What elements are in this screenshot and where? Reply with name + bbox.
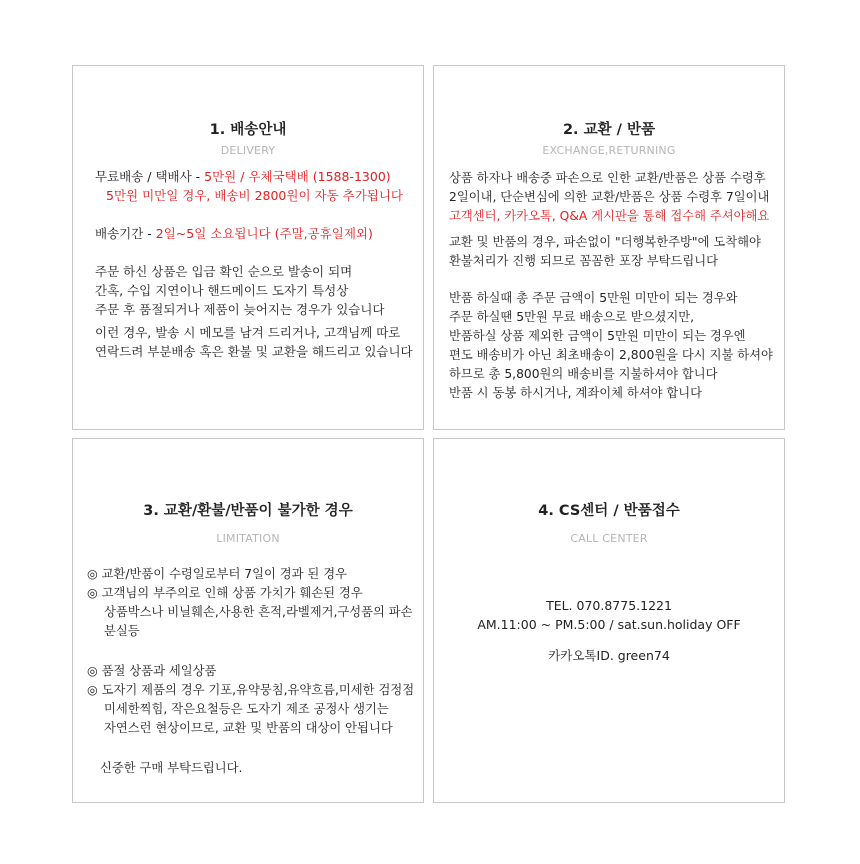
delivery-para1-line: 주문 후 품절되거나 제품이 늦어지는 경우가 있습니다: [95, 302, 385, 317]
cs-kakao-id: 카카오톡ID. green74: [548, 648, 670, 663]
limitation-subitem: 미세한찍힘, 작은요철등은 도자기 제조 공정사 생기는: [104, 702, 389, 716]
limitation-closing: 신중한 구매 부탁드립니다.: [100, 761, 243, 775]
exchange-contact-note: 고객센터, 카카오톡, Q&A 게시판을 통해 접수해 주셔야해요: [449, 209, 770, 223]
limitation-title: 3. 교환/환불/반품이 불가한 경우: [143, 503, 353, 519]
delivery-para2-line: 연락드려 부분배송 혹은 환불 및 교환을 해드리고 있습니다: [95, 344, 413, 359]
exchange-card: [433, 65, 785, 430]
exchange-para3-line: 편도 배송비가 아닌 최초배송이 2,800원을 다시 지불 하셔야: [449, 348, 773, 362]
exchange-para3-line: 주문 하실땐 5만원 무료 배송으로 받으셨지만,: [449, 310, 695, 324]
limitation-item: ◎ 품절 상품과 세일상품: [87, 664, 217, 678]
exchange-para3-line: 반품하실 상품 제외한 금액이 5만원 미만이 되는 경우엔: [449, 329, 746, 343]
exchange-para2-line: 환불처리가 진행 되므로 꼼꼼한 포장 부탁드립니다: [449, 254, 718, 268]
delivery-para2-line: 이런 경우, 발송 시 메모를 남겨 드리거나, 고객님께 따로: [95, 325, 401, 340]
delivery-para1-line: 간혹, 수입 지연이나 핸드메이드 도자기 특성상: [95, 283, 349, 298]
fee-note: 5만원 미만일 경우, 배송비 2800원이 자동 추가됩니다: [106, 188, 404, 203]
exchange-subtitle: EXCHANGE,RETURNING: [542, 144, 676, 157]
cs-subtitle: CALL CENTER: [570, 532, 648, 545]
exchange-para2-line: 교환 및 반품의 경우, 파손없이 "더행복한주방"에 도착해야: [449, 235, 761, 249]
exchange-para1-line: 2일이내, 단순변심에 의한 교환/반품은 상품 수령후 7일이내: [449, 190, 770, 204]
cs-body: [434, 596, 784, 665]
courier-line: [95, 167, 413, 186]
courier-value: 5만원 / 우체국택배 (1588-1300): [204, 169, 391, 184]
cs-tel: TEL. 070.8775.1221: [546, 598, 672, 613]
delivery-para1-line: 주문 하신 상품은 입금 확인 순으로 발송이 되며: [95, 264, 353, 279]
limitation-card: [72, 438, 424, 803]
period-value: 2일~5일 소요됩니다 (주말,공휴일제외): [155, 226, 373, 241]
exchange-para1-line: 상품 하자나 배송중 파손으로 인한 교환/반품은 상품 수령후: [449, 171, 766, 185]
cs-card: [433, 438, 785, 803]
limitation-subtitle: LIMITATION: [216, 532, 280, 545]
period-line: [95, 224, 413, 243]
exchange-body: [449, 169, 773, 403]
limitation-item: ◎ 고객님의 부주의로 인해 상품 가치가 훼손된 경우: [87, 586, 363, 600]
limitation-subitem: 자연스런 현상이므로, 교환 및 반품의 대상이 안됩니다: [104, 721, 393, 735]
exchange-title: 2. 교환 / 반품: [562, 122, 656, 138]
courier-label: 무료배송 / 택배사 -: [95, 169, 205, 184]
exchange-para3-line: 반품 하실때 총 주문 금액이 5만원 미만이 되는 경우와: [449, 291, 738, 305]
delivery-body: [95, 167, 413, 361]
limitation-item: ◎ 도자기 제품의 경우 기포,유약뭉침,유약흐름,미세한 검정점: [87, 683, 415, 697]
exchange-para3-line: 반품 시 동봉 하시거나, 계좌이체 하셔야 합니다: [449, 386, 703, 400]
limitation-item: ◎ 교환/반품이 수령일로부터 7일이 경과 된 경우: [87, 567, 347, 581]
cs-title: 4. CS센터 / 반품접수: [538, 503, 680, 519]
limitation-body: [87, 565, 414, 778]
exchange-para3-line: 하므로 총 5,800원의 배송비를 지불하셔야 합니다: [449, 367, 718, 381]
delivery-title: 1. 배송안내: [209, 122, 287, 138]
delivery-card: [72, 65, 424, 430]
limitation-subitem: 상품박스나 비닐훼손,사용한 흔적,라벨제거,구성품의 파손: [104, 605, 413, 619]
cs-hours: AM.11:00 ~ PM.5:00 / sat.sun.holiday OFF: [477, 617, 741, 632]
period-label: 배송기간 -: [95, 226, 156, 241]
delivery-subtitle: DELIVERY: [220, 144, 276, 157]
limitation-subitem: 분실등: [104, 624, 140, 638]
